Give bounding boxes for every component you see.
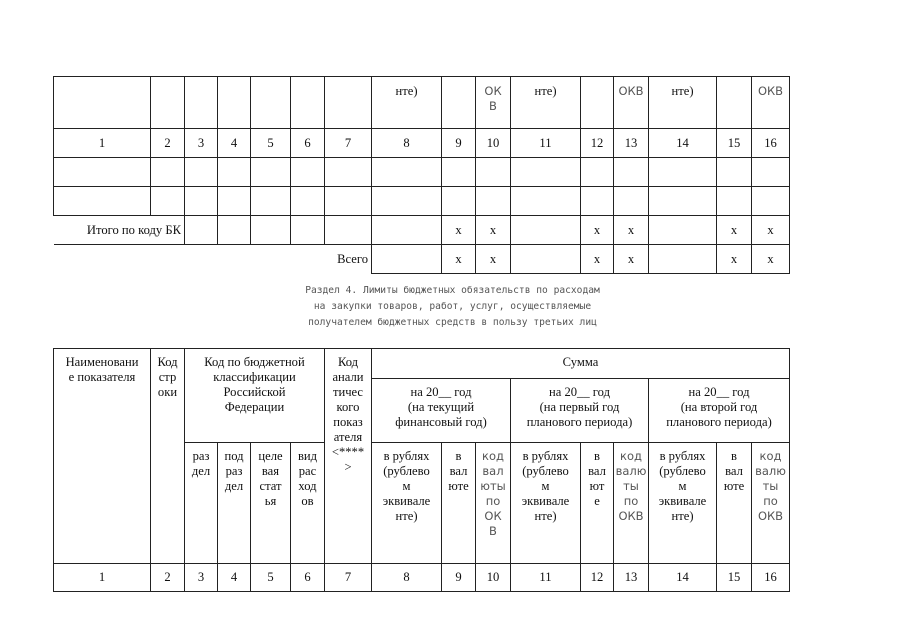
rub-header: в рублях (рублево м эквивале нте) [649, 443, 717, 564]
okv-code-header: код валю ты по ОКВ [752, 443, 790, 564]
x-mark: x [581, 245, 614, 274]
column-number: 9 [442, 564, 476, 592]
column-number: 12 [581, 129, 614, 158]
column-number: 5 [251, 564, 291, 592]
rub-header: в рублях (рублево м эквивале нте) [511, 443, 581, 564]
column-number: 4 [218, 564, 251, 592]
x-mark: x [442, 245, 476, 274]
analytic-code-header: Код анали тичес кого показ ателя <**** > [325, 349, 372, 564]
sum-header: Сумма [372, 349, 790, 379]
column-number: 9 [442, 129, 476, 158]
vsego-label: Всего [54, 245, 372, 274]
column-number: 1 [54, 129, 151, 158]
x-mark: x [717, 216, 752, 245]
x-mark: x [752, 216, 790, 245]
column-number: 13 [614, 129, 649, 158]
column-number: 13 [614, 564, 649, 592]
x-mark: x [752, 245, 790, 274]
year-second-plan-header: на 20__ год (на второй год планового периода) [649, 379, 790, 443]
currency-header: в вал ют е [581, 443, 614, 564]
column-number-row [54, 129, 790, 158]
column-number: 2 [151, 129, 185, 158]
column-number: 7 [325, 129, 372, 158]
column-number: 15 [717, 564, 752, 592]
column-number: 10 [476, 129, 511, 158]
x-mark: x [614, 245, 649, 274]
x-mark: x [476, 245, 511, 274]
column-number: 8 [372, 129, 442, 158]
section-4-caption [0, 283, 905, 331]
section-4-table [53, 348, 790, 592]
header-row-1 [54, 349, 790, 379]
x-mark: x [442, 216, 476, 245]
itogo-row [54, 216, 790, 245]
x-mark: x [476, 216, 511, 245]
column-number: 6 [291, 129, 325, 158]
okv-code-header: код вал юты по ОК В [476, 443, 511, 564]
column-number: 7 [325, 564, 372, 592]
year-current-header: на 20__ год (на текущий финансовый год) [372, 379, 511, 443]
x-mark: x [581, 216, 614, 245]
target-article-header: целе вая стат ья [251, 443, 291, 564]
currency-header: в вал юте [442, 443, 476, 564]
x-mark: x [614, 216, 649, 245]
column-number: 11 [511, 564, 581, 592]
column-number: 3 [185, 129, 218, 158]
header-cell: ОКВ [614, 77, 649, 129]
column-number: 12 [581, 564, 614, 592]
column-number-row [54, 564, 790, 592]
empty-data-row [54, 158, 790, 187]
razdel-header: раз дел [185, 443, 218, 564]
indicator-name-header: Наименовани е показателя [54, 349, 151, 564]
column-number: 16 [752, 564, 790, 592]
column-number: 3 [185, 564, 218, 592]
section-title-line: получателем бюджетных средств в пользу третьих лиц [308, 317, 597, 328]
limits-table-continuation [53, 76, 790, 274]
currency-header: в вал юте [717, 443, 752, 564]
itogo-label: Итого по коду БК [54, 216, 185, 245]
column-number: 11 [511, 129, 581, 158]
vsego-row [54, 245, 790, 274]
line-code-header: Код стр оки [151, 349, 185, 564]
column-number: 8 [372, 564, 442, 592]
column-number: 14 [649, 129, 717, 158]
column-number: 14 [649, 564, 717, 592]
x-mark: x [717, 245, 752, 274]
column-number: 1 [54, 564, 151, 592]
rub-header: в рублях (рублево м эквивале нте) [372, 443, 442, 564]
header-cell: ОКВ [752, 77, 790, 129]
empty-data-row [54, 187, 790, 216]
column-number: 4 [218, 129, 251, 158]
column-number: 6 [291, 564, 325, 592]
header-cell: нте) [372, 77, 442, 129]
column-number: 15 [717, 129, 752, 158]
header-fragment-row [54, 77, 790, 129]
header-cell: ОК В [476, 77, 511, 129]
header-cell: нте) [511, 77, 581, 129]
podrazdel-header: под раз дел [218, 443, 251, 564]
section-title-line: на закупки товаров, работ, услуг, осуществляемые [313, 301, 592, 312]
column-number: 5 [251, 129, 291, 158]
header-cell: нте) [649, 77, 717, 129]
column-number: 2 [151, 564, 185, 592]
year-first-plan-header: на 20__ год (на первый год планового периода) [511, 379, 649, 443]
column-number: 16 [752, 129, 790, 158]
budget-classification-header: Код по бюджетной классификации Российской Федерации [185, 349, 325, 443]
expense-type-header: вид рас ход ов [291, 443, 325, 564]
okv-code-header: код валю ты по ОКВ [614, 443, 649, 564]
column-number: 10 [476, 564, 511, 592]
section-title-line: Раздел 4. Лимиты бюджетных обязательств по расходам [305, 285, 600, 296]
